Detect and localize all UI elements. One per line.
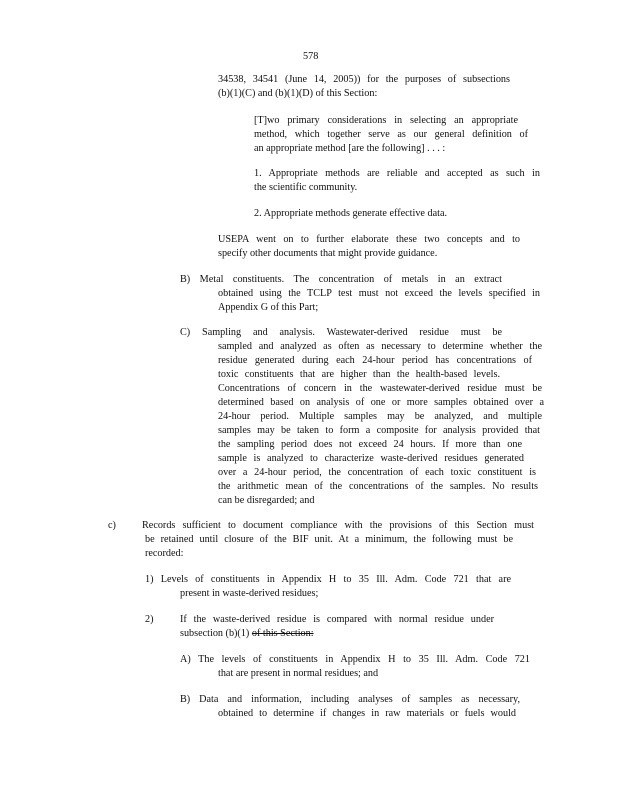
usepa-line-2: specify other documents that might provide guidance. [218,248,438,259]
page-number: 578 [303,51,319,62]
record-2-subsection-ref: subsection (b)(1) [180,628,250,639]
record-2-line-1: If the waste-derived residue is compared with normal residue under [180,614,494,625]
quote-line-1: [T]wo primary considerations in selecting an appropriate [254,115,518,126]
item-c-line-13: can be disregarded; and [218,495,315,506]
quote-line-3: an appropriate method [are the following] . . . : [254,143,446,154]
item-c-line-6: determined based on analysis of one or more samples obtained over a [218,397,544,408]
struck-text: of this Section: [251,628,314,639]
quote-item-1-line-2: the scientific community. [254,182,358,193]
item-b-line-3: Appendix G of this Part; [218,302,319,313]
item-c-line-1: C) Sampling and analysis. Wastewater-derived residue must be [180,327,502,338]
item-c-line-5: Concentrations of concern in the wastewater-derived residue must be [218,383,542,394]
usepa-line-1: USEPA went on to further elaborate these two concepts and to [218,234,520,245]
item-c-line-10: sample is analyzed to characterize waste-derived residues generated [218,453,524,464]
record-1-line-2: present in waste-derived residues; [180,588,319,599]
item-b-line-2: obtained using the TCLP test must not exceed the levels specified in [218,288,540,299]
quote-item-2: 2. Appropriate methods generate effective data. [254,208,448,219]
record-2-label: 2) [145,614,154,625]
record-2a-line-2: that are present in normal residues; and [218,668,379,679]
item-c-line-3: residue generated during each 24-hour period has concentrations of [218,355,532,366]
item-c-line-9: the sampling period does not exceed 24 hours. If more than one [218,439,522,450]
subsection-c-line-1: Records sufficient to document compliance with the provisions of this Section must [142,520,534,531]
item-c-line-7: 24-hour period. Multiple samples may be analyzed, and multiple [218,411,542,422]
item-c-line-8: samples may be taken to form a composite for analysis provided that [218,425,540,436]
subsection-c-line-2: be retained until closure of the BIF unit. At a minimum, the following must be [145,534,513,545]
record-2a-line-1: A) The levels of constituents in Appendix H to 35 Ill. Adm. Code 721 [180,654,530,665]
intro-line-2: (b)(1)(C) and (b)(1)(D) of this Section: [218,88,378,99]
intro-line-1: 34538, 34541 (June 14, 2005)) for the purposes of subsections [218,74,510,85]
item-b-line-1: B) Metal constituents. The concentration of metals in an extract [180,274,502,285]
item-c-line-2: sampled and analyzed as often as necessary to determine whether the [218,341,542,352]
subsection-c-label: c) [108,520,116,531]
record-2-line-2 [180,627,314,640]
subsection-c-line-3: recorded: [145,548,184,559]
item-c-line-4: toxic constituents that are higher than the health-based levels. [218,369,500,380]
record-2b-line-2: obtained to determine if changes in raw materials or fuels would [218,708,516,719]
record-1-line-1: 1) Levels of constituents in Appendix H to 35 Ill. Adm. Code 721 that are [145,574,511,585]
record-2b-line-1: B) Data and information, including analyses of samples as necessary, [180,694,520,705]
quote-line-2: method, which together serve as our general definition of [254,129,528,140]
item-c-line-11: over a 24-hour period, the concentration of each toxic constituent is [218,467,536,478]
item-c-line-12: the arithmetic mean of the concentrations of the samples. No results [218,481,538,492]
quote-item-1-line-1: 1. Appropriate methods are reliable and accepted as such in [254,168,540,179]
